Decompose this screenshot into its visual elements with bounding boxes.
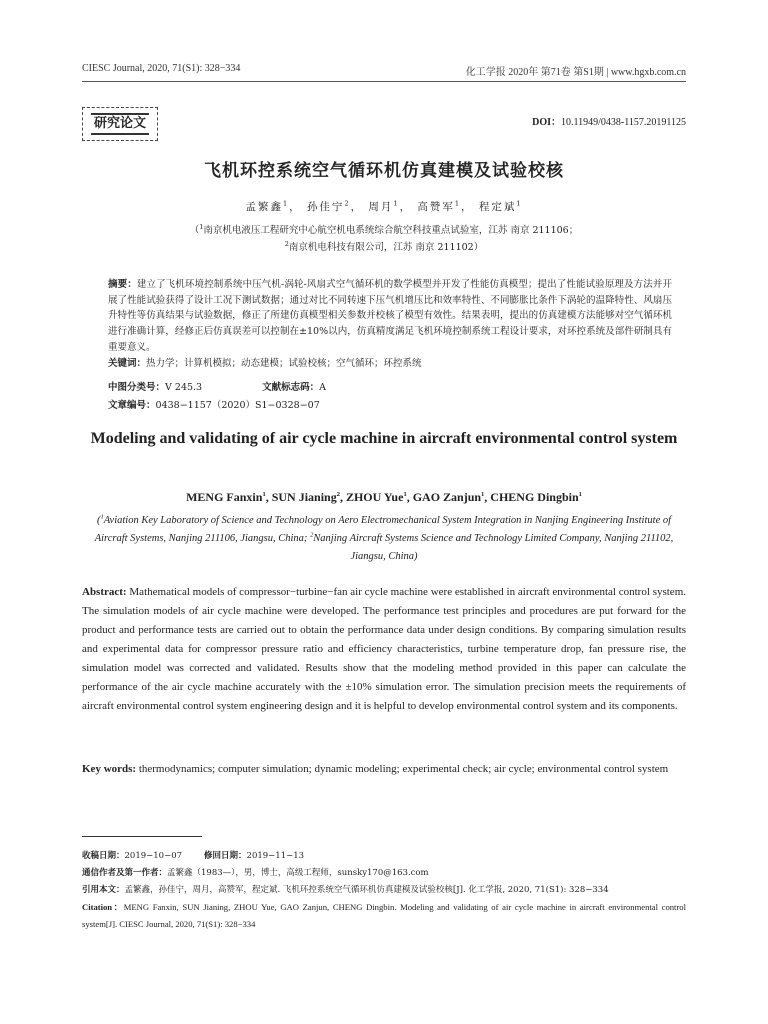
citation-label: Citation： [82,902,124,912]
revised-label: 修回日期： [204,851,247,861]
article-type-badge [82,107,158,141]
author-affiliation-mark: 1 [393,199,400,208]
affiliation-open-paren: ( [96,515,101,526]
footnote-corresponding-author [82,867,686,879]
chinese-abstract [108,277,672,371]
received-date: 2019−10−07 [124,851,183,861]
affiliation-mark: 1 [100,513,104,521]
english-affiliations [82,512,686,566]
doi[interactable] [532,113,686,128]
author-name: 程定斌 [478,201,517,213]
keywords-text: 热力学；计算机模拟；动态建模；试验校核；空气循环；环控系统 [146,357,422,369]
citation-text: MENG Fanxin, SUN Jianing, ZHOU Yue, GAO Zanjun, CHENG Dingbin. Modeling and validating of air cycle machine in aircraft environmental control system[J]. CIESC Journal, 2020, 71(S1): 328−334 [82,902,686,929]
journal-citation-header: CIESC Journal, 2020, 71(S1): 328−334 [82,63,241,74]
author-affiliation-mark: 1 [262,491,266,498]
author-affiliation-mark: 1 [481,491,485,498]
author-name: CHENG Dingbin [490,490,579,504]
cite-chinese-label: 引用本文： [82,885,125,895]
author-separator: ， [461,201,474,213]
running-header [82,63,686,78]
author-name: MENG Fanxin [186,490,263,504]
author-name: ZHOU Yue [345,490,404,504]
author-name: 孙佳宁 [306,201,345,213]
keywords-label: Key words: [82,763,137,775]
author-name: 高赞军 [417,201,455,213]
chinese-affiliation-2 [0,239,768,253]
english-keywords [82,760,686,779]
chinese-affiliation-1 [0,222,768,236]
revised-date: 2019−11−13 [246,851,305,861]
corresponding-label: 通信作者及第一作者： [82,868,168,878]
doi-label: DOI： [532,117,561,128]
footnote-rule [82,836,202,837]
cite-chinese-text: 孟繁鑫，孙佳宁，周月，高赞军，程定斌. 飞机环控系统空气循环机仿真建模及试验校核[J]. 化工学报, 2020, 71(S1): 328−334 [124,885,609,895]
footnote-citation-english [82,899,686,933]
header-rule [82,81,686,82]
abstract-text: Mathematical models of compressor−turbine−fan air cycle machine were established in aircraft environmental control system. The simulation models of air cycle machine were developed. The performance test principles and procedures are put forward for the product and performance tests are carried out to obtain the performance data under design conditions. By comparing simulation results and experimental data for compressor pressure ratio and efficiency characteristics, turbine temperature drop, fan pressure rise, the simulation model was corrected and validated. Results show that the modeling method provided in this paper can calculate the performance of the air cycle machine accurately with the ±10% simulation error. The simulation precision meets the requirements of aircraft environmental control system engineering design and it is helpful to develop environmental control system and its components. [82,586,686,712]
doc-code-value: A [319,382,326,393]
corresponding-text: 孟繁鑫（1983—），男，博士，高级工程师，sunsky170@163.com [167,868,429,878]
english-authors [0,490,768,505]
english-abstract [82,583,686,716]
classification-row [108,379,326,393]
article-number-value: 0438−1157（2020）S1−0328−07 [155,400,320,411]
footnote-cite-chinese [82,884,686,896]
affiliation-open-paren: （ [189,225,200,236]
doi-value[interactable]: 10.11949/0438-1157.20191125 [561,117,686,128]
affiliation-mark: 1 [199,222,204,231]
author-separator: ， [350,201,364,213]
author-separator: ， [399,201,413,213]
author-name: SUN Jianing [271,490,337,504]
chinese-title: 飞机环控系统空气循环机仿真建模及试验校核 [204,161,564,181]
author-affiliation-mark: 2 [336,491,340,498]
affiliation-mark: 2 [284,239,289,248]
article-type-label: 研究论文 [91,113,149,135]
author-affiliation-mark: 1 [516,199,523,208]
abstract-label: 摘要： [108,279,137,290]
clc-label: 中图分类号： [108,382,166,393]
author-separator: ， [289,201,302,213]
affiliation-text: 南京机电液压工程研究中心航空机电系统综合航空科技重点试验室，江苏 南京 211106； [203,225,579,236]
author-name: GAO Zanjun [412,490,482,504]
received-label: 收稿日期： [82,851,125,861]
author-name: 孟繁鑫 [245,201,283,213]
english-title: Modeling and validating of air cycle machine in aircraft environmental control system [90,430,678,447]
affiliation-mark: 2 [310,531,314,539]
author-affiliation-mark: 1 [578,491,582,498]
author-affiliation-mark: 1 [282,199,290,208]
keywords-label: 关键词： [108,357,147,369]
clc-value: V 245.3 [165,382,203,393]
abstract-label: Abstract: [82,586,127,598]
english-affiliation-2: Nanjing Aircraft Systems Science and Technology Limited Company, Nanjing 211102, Jiangsu, China) [313,533,674,562]
footnote-dates [82,850,686,862]
author-separator: , [339,490,346,504]
author-separator: , [265,490,272,504]
author-separator: , [484,490,491,504]
keywords-text: thermodynamics; computer simulation; dynamic modeling; experimental check; air cycle; environmental control system [138,763,669,775]
abstract-text: 建立了飞机环境控制系统中压气机-涡轮-风扇式空气循环机的数学模型并开发了性能仿真模型；提出了性能试验原理及方法并开展了性能试验获得了设计工况下测试数据；通过对比不同转速下压气机增压比和效率特性、不同膨胀比条件下涡轮的温降特性、风扇压升特性等仿真结果与试验数据，修正了所建仿真模型相关参数并校核了模型有效性。结果表明，提出的仿真建模方法能够对空气循环机进行准确计算，经修正后仿真误差可以控制在±10%以内，仿真精度满足飞机环境控制系统工程设计要求，对环控系统及部件研制具有重要意义。 [108,279,672,353]
article-number-row [108,397,320,411]
doc-code-label: 文献标志码： [262,382,320,393]
author-affiliation-mark: 2 [344,199,351,208]
author-separator: , [406,490,413,504]
journal-issue-header: 化工学报 2020年 第71卷 第S1期 | www.hgxb.com.cn [465,67,686,78]
affiliation-text: 南京机电科技有限公司，江苏 南京 211102） [288,242,484,253]
english-affiliation-1: Aviation Key Laboratory of Science and Technology on Aero Electromechanical System Integration in Nanjing Engineering Institute of Aircraft Systems, Nanjing 211106, Jiangsu, China; [94,515,672,544]
author-affiliation-mark: 1 [403,491,407,498]
chinese-authors [0,199,768,214]
article-number-label: 文章编号： [108,400,156,411]
author-affiliation-mark: 1 [454,199,462,208]
author-name: 周月 [368,201,394,213]
